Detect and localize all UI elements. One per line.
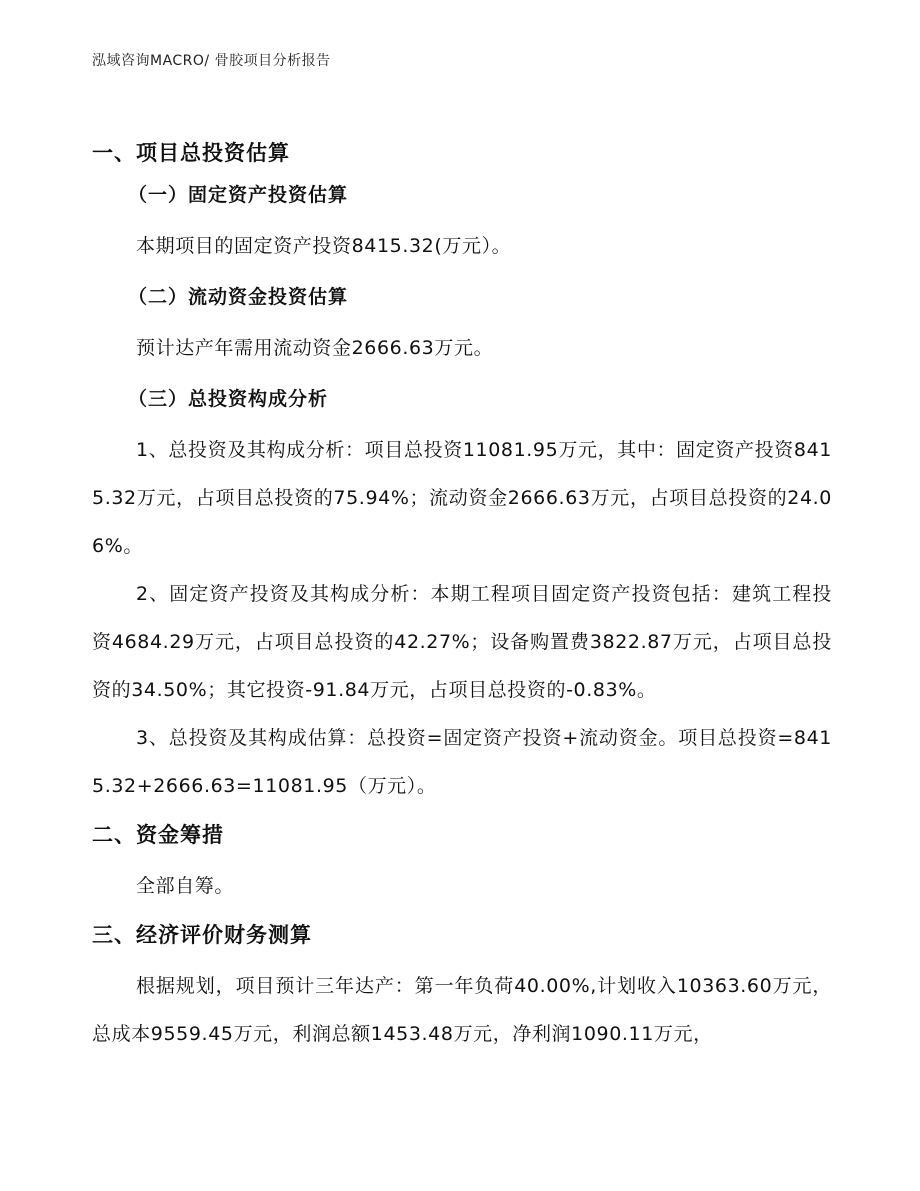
section-3-heading: 三、经济评价财务测算 — [92, 923, 312, 947]
section-3-paragraph: 根据规划，项目预计三年达产：第一年负荷40.00%,计划收入10363.60万元，总成本9559.45万元，利润总额1453.48万元，净利润1090.11万元， — [92, 975, 832, 1045]
subsection-1-2-heading: （二）流动资金投资估算 — [128, 286, 349, 308]
page-header: 泓域咨询MACRO/ 骨胶项目分析报告 — [92, 53, 331, 69]
subsection-1-3-heading: （三）总投资构成分析 — [128, 388, 329, 410]
subsection-1-1-heading: （一）固定资产投资估算 — [128, 184, 349, 206]
document-body — [92, 128, 832, 1058]
header-divider — [92, 74, 828, 75]
subsection-1-3-paragraph-1: 1、总投资及其构成分析：项目总投资11081.95万元，其中：固定资产投资8415.32万元，占项目总投资的75.94%；流动资金2666.63万元，占项目总投资的24.06%。 — [92, 439, 832, 557]
section-2-heading: 二、资金筹措 — [92, 823, 224, 847]
section-1-heading: 一、项目总投资估算 — [92, 141, 290, 165]
subsection-1-2-paragraph: 预计达产年需用流动资金2666.63万元。 — [136, 337, 494, 359]
subsection-1-3-paragraph-3: 3、总投资及其构成估算：总投资=固定资产投资+流动资金。项目总投资=8415.32+2666.63=11081.95（万元）。 — [92, 727, 832, 797]
section-2-paragraph: 全部自筹。 — [136, 875, 235, 897]
subsection-1-1-paragraph: 本期项目的固定资产投资8415.32(万元）。 — [136, 235, 512, 257]
subsection-1-3-paragraph-2: 2、固定资产投资及其构成分析：本期工程项目固定资产投资包括：建筑工程投资4684.29万元，占项目总投资的42.27%；设备购置费3822.87万元，占项目总投资的34.50%；其它投资-91.84万元，占项目总投资的-0.83%。 — [92, 583, 832, 701]
